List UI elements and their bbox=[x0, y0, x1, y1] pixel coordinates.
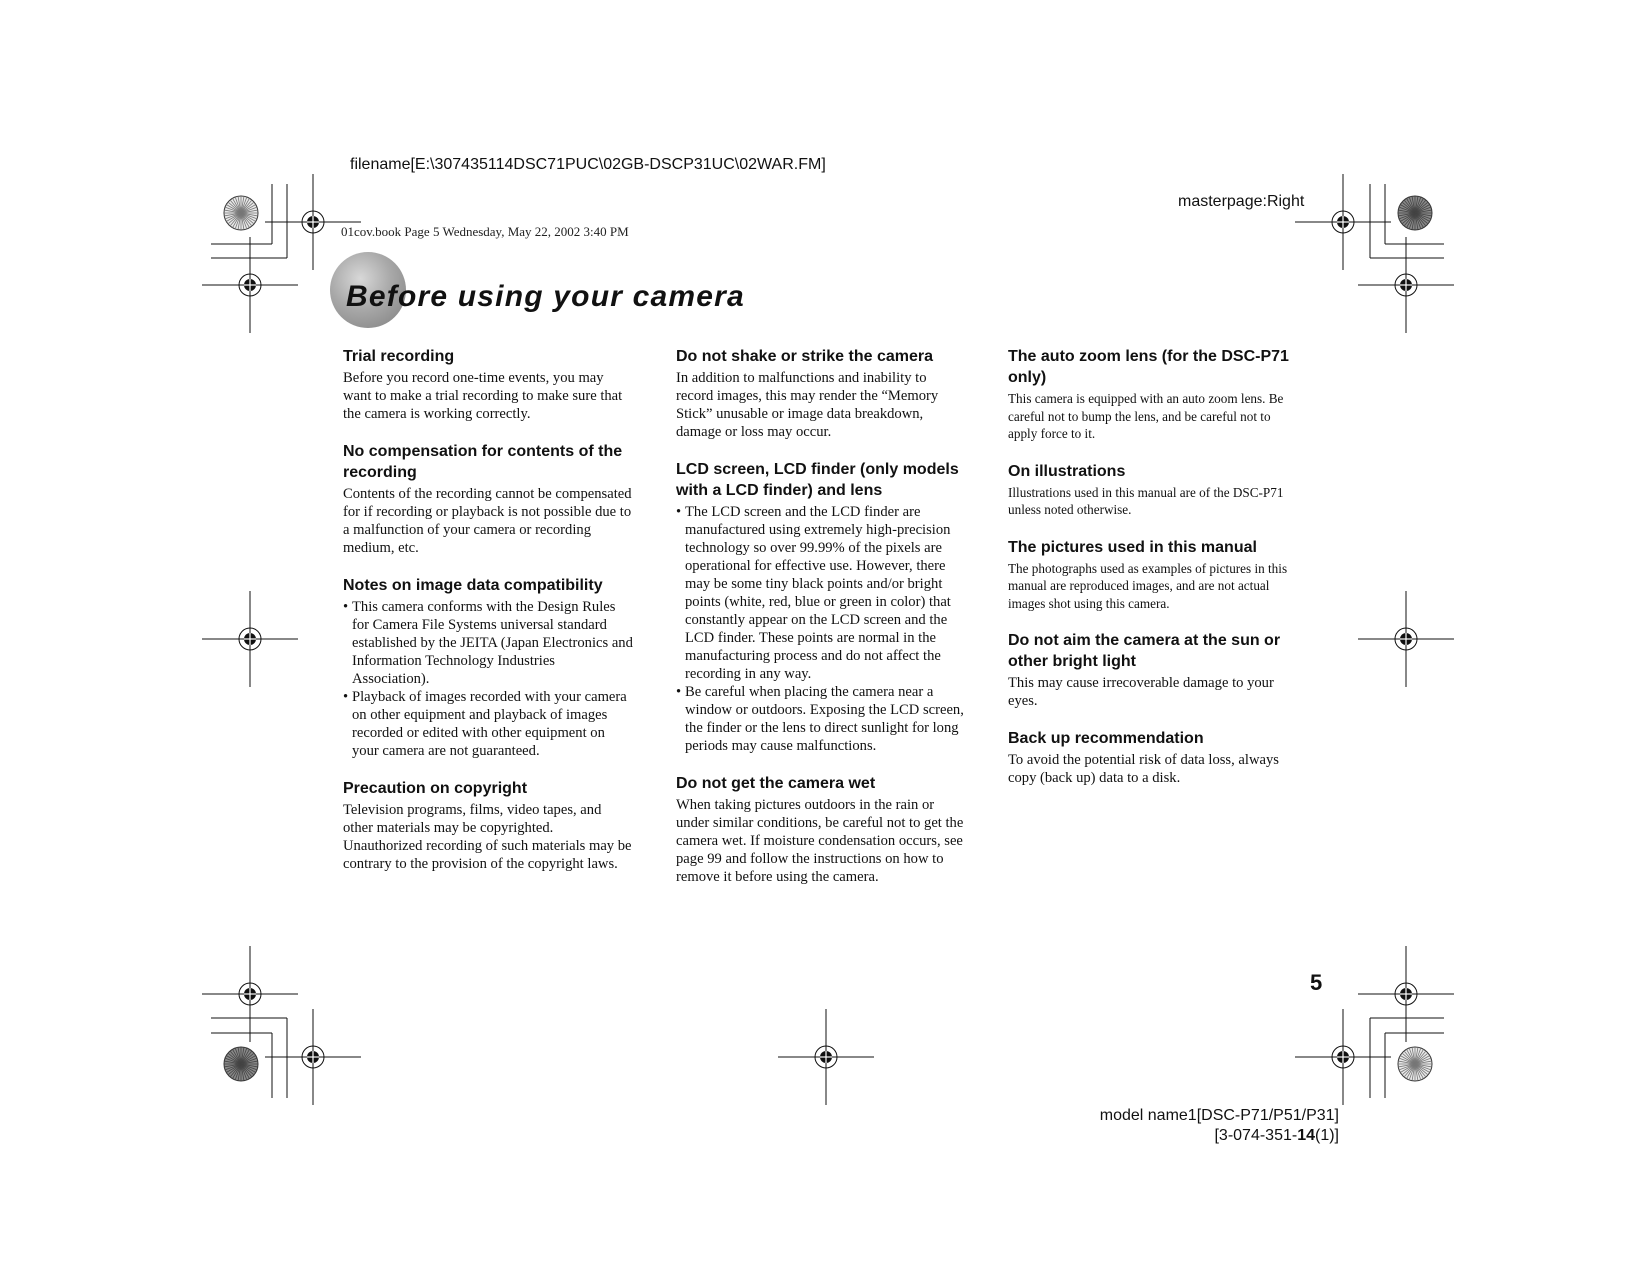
registration-mark bbox=[1295, 1009, 1391, 1105]
registration-mark bbox=[1358, 591, 1454, 687]
section-body: To avoid the potential risk of data loss, always copy (back up) data to a disk. bbox=[1008, 752, 1279, 786]
bullet-item: • This camera conforms with the Design Rules for Camera File Systems universal standard established by the JEITA (Japan Electronics and Information Technology Industries Association). bbox=[343, 598, 633, 688]
section-heading: The auto zoom lens (for the DSC-P71 only) bbox=[1008, 348, 1289, 386]
part-code-prefix: [3-074-351- bbox=[1214, 1127, 1298, 1144]
part-code-line bbox=[1100, 1126, 1339, 1146]
section-body: When taking pictures outdoors in the rain or under similar conditions, be careful not to get the camera wet. If moisture condensation occurs, see page 99 and follow the instructions on how to remove it before using the camera. bbox=[676, 797, 964, 885]
section-camera-wet bbox=[676, 773, 966, 886]
model-info bbox=[1100, 1106, 1339, 1146]
section-heading: Do not get the camera wet bbox=[676, 775, 876, 792]
color-bar-starburst bbox=[1398, 1047, 1432, 1081]
section-pictures-used bbox=[1008, 537, 1298, 613]
registration-mark bbox=[202, 591, 298, 687]
registration-mark bbox=[202, 946, 298, 1042]
section-heading: Notes on image data compatibility bbox=[343, 577, 603, 594]
part-code-suffix: (1)] bbox=[1315, 1127, 1339, 1144]
section-body: The photographs used as examples of pictures in this manual are reproduced images, and are not actual images shot using this camera. bbox=[1008, 560, 1288, 611]
registration-mark bbox=[1295, 174, 1391, 270]
section-do-not-aim bbox=[1008, 630, 1298, 710]
page-title-block bbox=[330, 252, 850, 328]
color-bar-starburst bbox=[224, 196, 258, 230]
section-body: Before you record one-time events, you may want to make a trial recording to make sure that the camera is working correctly. bbox=[343, 370, 623, 422]
masterpage-label: masterpage:Right bbox=[1178, 193, 1305, 210]
section-lcd-screen bbox=[676, 459, 966, 755]
column-1 bbox=[343, 346, 633, 891]
column-3 bbox=[1008, 346, 1298, 805]
section-do-not-shake bbox=[676, 346, 966, 441]
section-heading: Do not shake or strike the camera bbox=[676, 348, 933, 365]
page-title: Before using your camera bbox=[346, 280, 745, 313]
section-trial-recording bbox=[343, 346, 633, 423]
section-heading: No compensation for contents of the recording bbox=[343, 443, 623, 481]
section-heading: Trial recording bbox=[343, 348, 455, 365]
section-heading: Back up recommendation bbox=[1008, 730, 1204, 747]
section-heading: LCD screen, LCD finder (only models with a LCD finder) and lens bbox=[676, 461, 959, 499]
registration-mark bbox=[778, 1009, 874, 1105]
section-image-data-compatibility bbox=[343, 575, 633, 760]
section-backup bbox=[1008, 728, 1298, 787]
column-2 bbox=[676, 346, 966, 904]
registration-mark bbox=[1358, 946, 1454, 1042]
filename-label: filename[E:\307435114DSC71PUC\02GB-DSCP31UC\02WAR.FM] bbox=[350, 156, 826, 173]
section-body: This may cause irrecoverable damage to your eyes. bbox=[1008, 675, 1274, 709]
section-heading: The pictures used in this manual bbox=[1008, 538, 1257, 556]
section-auto-zoom-lens bbox=[1008, 346, 1298, 443]
bullet-item: • Be careful when placing the camera near a window or outdoors. Exposing the LCD screen, the finder or the lens to direct sunlight for long periods may cause malfunctions. bbox=[676, 683, 966, 755]
section-heading: Do not aim the camera at the sun or other bright light bbox=[1008, 632, 1281, 670]
registration-mark bbox=[1358, 237, 1454, 333]
color-bar-starburst bbox=[1398, 196, 1432, 230]
section-no-compensation bbox=[343, 441, 633, 557]
section-heading: Precaution on copyright bbox=[343, 780, 528, 797]
section-body: In addition to malfunctions and inability to record images, this may render the “Memory Stick” unusable or image data breakdown, damage or loss may occur. bbox=[676, 370, 939, 440]
bullet-item: • The LCD screen and the LCD finder are manufactured using extremely high-precision technology so over 99.99% of the pixels are operational for effective use. However, there may be some tiny black points and/or bright points (white, red, blue or green in color) that constantly appear on the LCD screen and the LCD finder. These points are normal in the manufacturing process and do not affect the recording in any way. bbox=[676, 503, 966, 683]
model-name-line: model name1[DSC-P71/P51/P31] bbox=[1099, 1107, 1339, 1124]
page-number: 5 bbox=[1310, 970, 1323, 995]
section-copyright bbox=[343, 778, 633, 873]
section-body: This camera is equipped with an auto zoom lens. Be careful not to bump the lens, and be careful not to apply force to it. bbox=[1008, 391, 1284, 441]
bullet-list bbox=[676, 503, 966, 755]
part-code-bold: 14 bbox=[1297, 1127, 1315, 1144]
registration-mark bbox=[202, 237, 298, 333]
bullet-list bbox=[343, 598, 633, 760]
section-illustrations bbox=[1008, 461, 1298, 519]
section-heading: On illustrations bbox=[1008, 462, 1126, 480]
registration-mark bbox=[265, 1009, 361, 1105]
section-body: Illustrations used in this manual are of the DSC-P71 unless noted otherwise. bbox=[1008, 484, 1284, 517]
book-info-line: 01cov.book Page 5 Wednesday, May 22, 2002 3:40 PM bbox=[341, 224, 629, 239]
color-bar-starburst bbox=[224, 1047, 258, 1081]
section-body: Television programs, films, video tapes, and other materials may be copyrighted. Unauthorized recording of such materials may be contrary to the provision of the copyright laws. bbox=[343, 802, 632, 872]
bullet-item: • Playback of images recorded with your camera on other equipment and playback of images recorded or edited with other equipment on your camera are not guaranteed. bbox=[343, 688, 633, 760]
section-body: Contents of the recording cannot be compensated for if recording or playback is not possible due to a malfunction of your camera or recording medium, etc. bbox=[343, 486, 632, 556]
